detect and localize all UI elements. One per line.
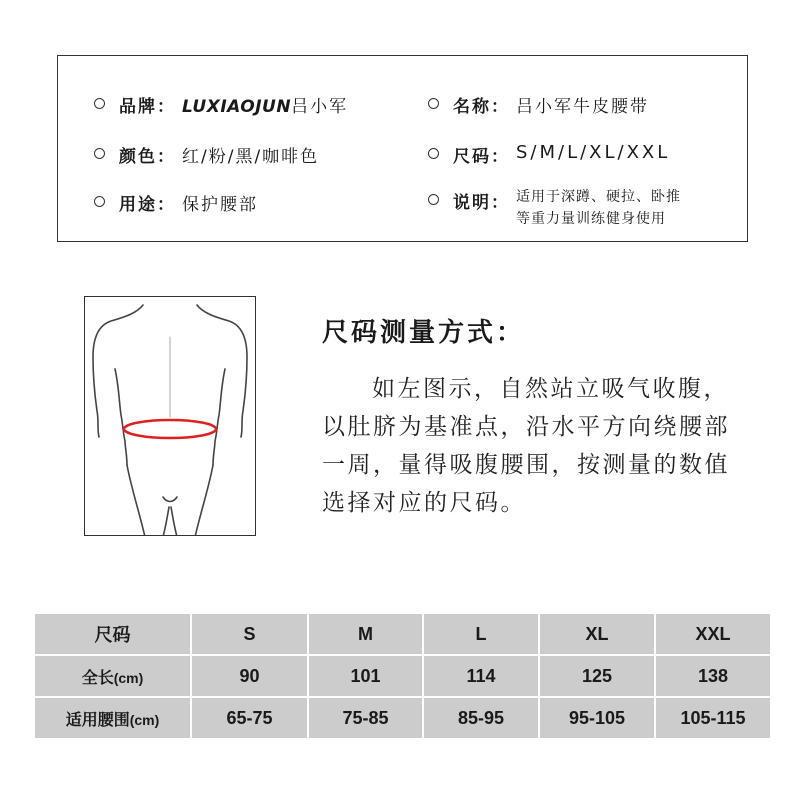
info-note xyxy=(428,188,681,230)
header-m: M xyxy=(308,613,423,655)
waist-unit: (cm) xyxy=(129,711,160,728)
length-row-label xyxy=(34,655,191,697)
size-label: 尺码： xyxy=(453,147,510,167)
table-cell: 90 xyxy=(191,655,308,697)
usage-value: 保护腰部 xyxy=(182,195,258,215)
info-name xyxy=(428,92,649,117)
waist-measure-line xyxy=(124,420,216,438)
table-row-length xyxy=(34,655,771,697)
size-chart-table xyxy=(33,612,772,740)
body-measurement-figure xyxy=(84,296,256,536)
size-value: S/M/L/XL/XXL xyxy=(516,142,671,163)
info-brand xyxy=(94,92,348,117)
name-label: 名称： xyxy=(453,97,510,117)
table-cell: 125 xyxy=(539,655,655,697)
table-cell: 85-95 xyxy=(423,697,539,739)
table-cell: 101 xyxy=(308,655,423,697)
measurement-description: 如左图示，自然站立吸气收腹，以肚脐为基准点，沿水平方向绕腰部一周，量得吸腹腰围，按测量的数值选择对应的尺码。 xyxy=(322,376,730,516)
table-row-waist xyxy=(34,697,771,739)
bullet-icon xyxy=(428,98,439,109)
info-size xyxy=(428,142,670,167)
length-label: 全长 xyxy=(81,669,114,687)
note-value xyxy=(516,186,681,230)
color-value: 红/粉/黑/咖啡色 xyxy=(182,147,320,167)
body-outline-illustration xyxy=(85,297,256,536)
header-xl: XL xyxy=(539,613,655,655)
bullet-icon xyxy=(94,98,105,109)
header-xxl: XXL xyxy=(655,613,771,655)
table-cell: 105-115 xyxy=(655,697,771,739)
brand-value xyxy=(182,92,348,117)
bullet-icon xyxy=(94,148,105,159)
brand-label: 品牌： xyxy=(119,97,176,117)
bullet-icon xyxy=(428,148,439,159)
note-line-1: 适用于深蹲、硬拉、卧推 xyxy=(516,189,681,205)
table-cell: 95-105 xyxy=(539,697,655,739)
usage-label: 用途： xyxy=(119,195,176,215)
name-value: 吕小军牛皮腰带 xyxy=(516,97,649,117)
table-cell: 138 xyxy=(655,655,771,697)
brand-value-en: LUXIAOJUN xyxy=(182,97,292,117)
color-label: 颜色： xyxy=(119,147,176,167)
table-row-header xyxy=(34,613,771,655)
measurement-title: 尺码测量方式： xyxy=(322,318,526,348)
table-cell: 65-75 xyxy=(191,697,308,739)
length-unit: (cm) xyxy=(113,669,144,686)
note-line-2: 等重力量训练健身使用 xyxy=(516,211,666,227)
table-cell: 114 xyxy=(423,655,539,697)
info-color xyxy=(94,142,319,167)
note-label: 说明： xyxy=(453,193,510,213)
product-info-box xyxy=(57,55,748,242)
bullet-icon xyxy=(94,196,105,207)
header-l: L xyxy=(423,613,539,655)
info-usage xyxy=(94,190,258,215)
bullet-icon xyxy=(428,194,439,205)
brand-value-cn: 吕小军 xyxy=(291,97,349,117)
waist-row-label xyxy=(34,697,191,739)
waist-label: 适用腰围 xyxy=(65,711,130,729)
table-cell: 75-85 xyxy=(308,697,423,739)
header-size: 尺码 xyxy=(34,613,191,655)
header-s: S xyxy=(191,613,308,655)
